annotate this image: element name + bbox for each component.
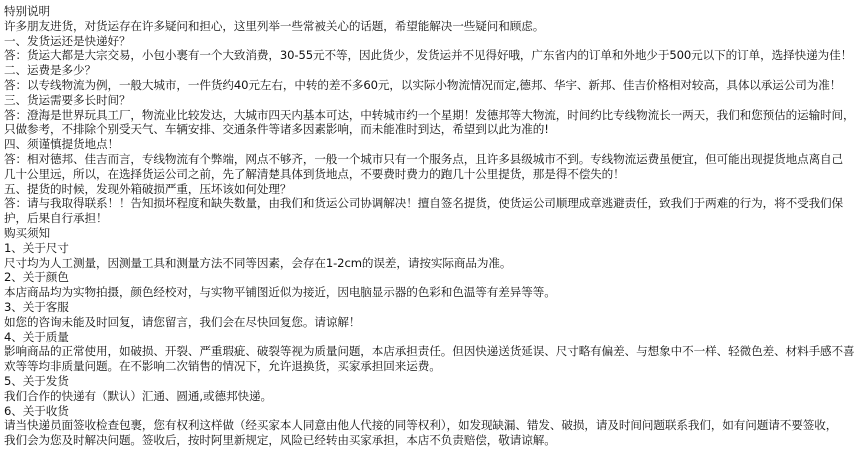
- faq-question-2: 二、运费是多少？: [4, 63, 96, 78]
- faq-answer-2: 答：以专线物流为例，一般大城市，一件货约40元左右，中转的差不多60元，以实际小物流情况而定,德邦、华宇、新邦、佳吉价格相对较高，具体以承运公司为准！: [4, 77, 842, 92]
- faq-question-4: 四、须谨慎提货地点！: [4, 137, 119, 152]
- notice-heading-size: 1、关于尺寸: [4, 240, 69, 255]
- notice-text-color: 本店商品均为实物拍摄，颜色经校对，与实物平铺图近似为接近，因电脑显示器的色彩和色温等有差异等等。: [4, 285, 556, 300]
- purchase-notice-title: 购买须知: [4, 225, 50, 240]
- faq-question-1: 一、发货运还是快递好？: [4, 33, 131, 48]
- faq-answer-4-cont: 几十公里远，所以，在选择货运公司之前，先了解清楚具体到货地点，不要费时费力的跑几十公里提货，那是得不偿失的！: [4, 166, 625, 181]
- notice-text-service: 如您的咨询未能及时回复，请您留言，我们会在尽快回复您。请谅解！: [4, 314, 361, 329]
- notice-text-receiving: 请当快递员面签收检查包裹，您有权利这样做（经买家本人同意由他人代接的同等权利），如发现缺漏、错发、破损，请及时间问题联系我们，如有问题请不要签收，: [4, 418, 838, 433]
- notice-text-shipping: 我们合作的快递有（默认）汇通、圆通,或德邦快递。: [4, 388, 272, 403]
- faq-question-3: 三、货运需要多长时间？: [4, 92, 131, 107]
- faq-answer-3: 答：澄海是世界玩具工厂，物流业比较发达，大城市四天内基本可达，中转城市约一个星期！发德邦等大物流，时间约比专线物流长一两天，我们和您预估的运输时间，: [4, 107, 855, 122]
- faq-answer-5: 答：请与我取得联系！！告知损坏程度和缺失数量，由我们和货运公司协调解决！擅自签名提货，使货运公司顺理成章逃避责任，致我们于两难的行为，将不受我们保: [4, 196, 844, 211]
- notice-text-quality-cont: 欢等等均非质量问题。在不影响二次销售的情况下，允许退换货，买家承担回来运费。: [4, 359, 441, 374]
- notice-text-quality: 影响商品的正常使用，如破损、开裂、严重瑕疵、破裂等视为质量问题，本店承担责任。但因快递送货延误、尺寸略有偏差、与想象中不一样、轻微色差、材料手感不喜: [4, 344, 855, 359]
- intro-text: 许多朋友进货，对货运存在许多疑问和担心，这里列举一些常被关心的话题，希望能解决一些疑问和顾虑。: [4, 18, 545, 33]
- faq-question-5: 五、提货的时候，发现外箱破损严重，压坏该如何处理？: [4, 181, 292, 196]
- notice-heading-color: 2、关于颜色: [4, 270, 69, 285]
- notice-heading-service: 3、关于客服: [4, 299, 69, 314]
- notice-heading-receiving: 6、关于收货: [4, 403, 69, 418]
- notice-text-receiving-cont: 我们会为您及时解决问题。签收后，按时阿里新规定，风险已经转由买家承担，本店不负责赔偿，敬请谅解。: [4, 433, 556, 448]
- document-title: 特别说明: [4, 4, 50, 18]
- faq-answer-4: 答：相对德邦、佳吉而言，专线物流有个弊端，网点不够齐，一般一个城市只有一个服务点，且许多县级城市不到。专线物流运费虽便宜，但可能出现提货地点离自己: [4, 151, 844, 166]
- notice-text-size: 尺寸均为人工测量，因测量工具和测量方法不同等因素，会存在1-2cm的误差，请按实际商品为准。: [4, 255, 512, 270]
- notice-heading-quality: 4、关于质量: [4, 329, 69, 344]
- faq-answer-5-cont: 护，后果自行承担！: [4, 211, 108, 226]
- notice-heading-shipping: 5、关于发货: [4, 373, 69, 388]
- faq-answer-3-cont: 只做参考，不排除个别受天气、车辆安排、交通条件等诸多因素影响，而未能准时到达，希望到以此为准的!: [4, 122, 549, 137]
- faq-answer-1: 答：货运大都是大宗交易，小包小裹有一个大致消费，30-55元不等，因此货少，发货运并不见得好哦，广东省内的订单和外地少于500元以下的订单，选择快递为佳！: [4, 48, 853, 63]
